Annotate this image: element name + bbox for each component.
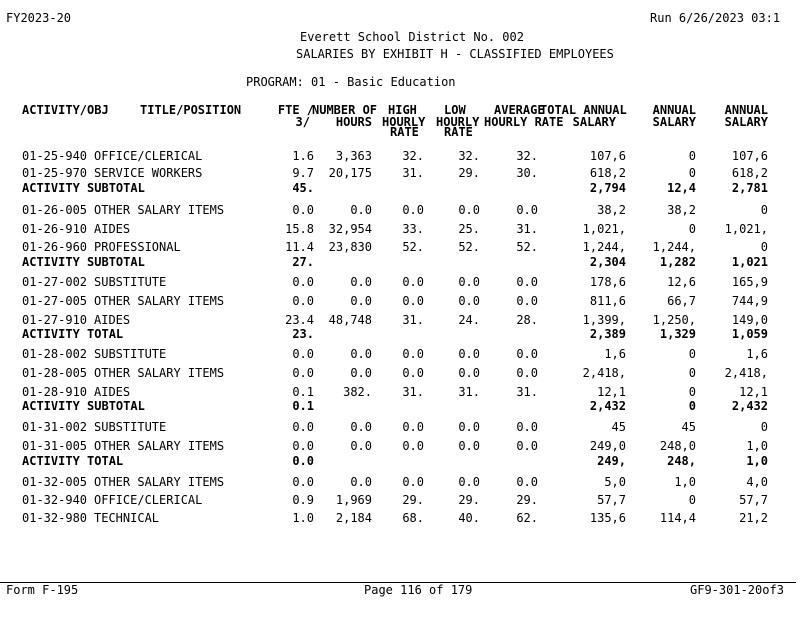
row-low-rate: 29. (458, 166, 480, 180)
row-fte: 1.6 (292, 149, 314, 163)
row-high-rate: 68. (402, 511, 424, 525)
row-title: SUBSTITUTE (94, 420, 167, 434)
row-avg-rate: 32. (516, 149, 538, 163)
row-total-salary: 1,021, (582, 222, 626, 236)
row-hours: 0.0 (350, 439, 372, 453)
row-code: 01-25-970 (22, 166, 88, 180)
row-high-rate: 0.0 (402, 275, 424, 289)
col-title-position: TITLE/POSITION (140, 103, 242, 117)
row-hours: 2,184 (335, 511, 372, 525)
district-name: Everett School District No. 002 (300, 30, 524, 44)
row-code: 01-31-002 (22, 420, 88, 434)
row-high-rate: 0.0 (402, 203, 424, 217)
row-code: 01-27-910 (22, 313, 88, 327)
col-activity: ACTIVITY/OBJ (22, 103, 109, 117)
row-total-salary: 1,244, (582, 240, 626, 254)
row-high-rate: 32. (402, 149, 424, 163)
row-annual-salary-1: 248, (667, 454, 696, 468)
row-total-salary: 2,389 (589, 327, 626, 341)
row-code: 01-26-960 (22, 240, 88, 254)
row-hours: 32,954 (328, 222, 372, 236)
row-avg-rate: 31. (516, 222, 538, 236)
row-hours: 0.0 (350, 294, 372, 308)
row-low-rate: 0.0 (458, 347, 480, 361)
row-annual-salary-1: 0 (688, 166, 696, 180)
row-title: OTHER SALARY ITEMS (94, 294, 225, 308)
row-avg-rate: 52. (516, 240, 538, 254)
row-low-rate: 29. (458, 493, 480, 507)
row-total-salary: 38,2 (597, 203, 626, 217)
row-title: AIDES (94, 385, 131, 399)
row-annual-salary-2: 21,2 (739, 511, 768, 525)
row-hours: 23,830 (328, 240, 372, 254)
row-avg-rate: 0.0 (516, 420, 538, 434)
row-total-salary: 2,794 (589, 181, 626, 195)
col-total-salary: TOTAL ANNUAL (540, 103, 627, 117)
row-fte: 0.0 (292, 203, 314, 217)
row-high-rate: 0.0 (402, 439, 424, 453)
fiscal-year: FY2023-20 (6, 11, 72, 25)
row-total-salary: 178,6 (589, 275, 626, 289)
row-total-salary: 811,6 (589, 294, 626, 308)
row-fte: 23. (292, 327, 314, 341)
row-total-salary: 5,0 (604, 475, 626, 489)
row-fte: 0.9 (292, 493, 314, 507)
col-number-hours-2: HOURS (335, 115, 372, 129)
row-total-salary: 2,418, (582, 366, 626, 380)
row-title: AIDES (94, 222, 131, 236)
row-hours: 48,748 (328, 313, 372, 327)
row-fte: 11.4 (285, 240, 314, 254)
row-title: SUBSTITUTE (94, 275, 167, 289)
row-high-rate: 52. (402, 240, 424, 254)
row-high-rate: 0.0 (402, 475, 424, 489)
row-code: 01-25-940 (22, 149, 88, 163)
row-annual-salary-1: 1,329 (659, 327, 696, 341)
row-total-salary: 2,304 (589, 255, 626, 269)
row-high-rate: 33. (402, 222, 424, 236)
row-avg-rate: 29. (516, 493, 538, 507)
row-fte: 23.4 (285, 313, 314, 327)
row-annual-salary-1: 66,7 (667, 294, 696, 308)
row-annual-salary-1: 114,4 (659, 511, 696, 525)
row-annual-salary-2: 0 (760, 240, 768, 254)
row-title: TECHNICAL (94, 511, 160, 525)
row-hours: 0.0 (350, 203, 372, 217)
row-code: ACTIVITY SUBTOTAL (22, 181, 145, 195)
row-code: 01-32-005 (22, 475, 88, 489)
row-annual-salary-2: 2,432 (731, 399, 768, 413)
row-annual-salary-1: 248,0 (659, 439, 696, 453)
row-fte: 0.0 (292, 347, 314, 361)
row-code: 01-32-980 (22, 511, 88, 525)
row-avg-rate: 30. (516, 166, 538, 180)
col-fte-note: 3/ (295, 115, 310, 129)
row-hours: 0.0 (350, 475, 372, 489)
row-annual-salary-1: 0 (688, 347, 696, 361)
row-annual-salary-2: 0 (760, 203, 768, 217)
row-annual-salary-1: 38,2 (667, 203, 696, 217)
row-code: 01-28-910 (22, 385, 88, 399)
row-title: SERVICE WORKERS (94, 166, 203, 180)
row-total-salary: 12,1 (597, 385, 626, 399)
row-annual-salary-2: 2,781 (731, 181, 768, 195)
row-high-rate: 31. (402, 313, 424, 327)
row-high-rate: 29. (402, 493, 424, 507)
row-high-rate: 31. (402, 166, 424, 180)
col-high-rate-3: RATE (390, 125, 419, 139)
row-annual-salary-2: 4,0 (746, 475, 768, 489)
row-total-salary: 45 (611, 420, 626, 434)
row-fte: 0.0 (292, 439, 314, 453)
row-annual-salary-1: 12,4 (667, 181, 696, 195)
row-annual-salary-1: 0 (688, 493, 696, 507)
row-low-rate: 0.0 (458, 439, 480, 453)
row-title: OFFICE/CLERICAL (94, 149, 203, 163)
row-code: 01-28-005 (22, 366, 88, 380)
row-avg-rate: 31. (516, 385, 538, 399)
row-code: 01-26-910 (22, 222, 88, 236)
row-total-salary: 1,399, (582, 313, 626, 327)
row-avg-rate: 0.0 (516, 203, 538, 217)
row-annual-salary-2: 149,0 (731, 313, 768, 327)
run-info: Run 6/26/2023 03:1 (650, 11, 781, 25)
row-title: OFFICE/CLERICAL (94, 493, 203, 507)
row-code: 01-27-002 (22, 275, 88, 289)
col-annual-salary-1b: SALARY (652, 115, 696, 129)
row-annual-salary-2: 57,7 (739, 493, 768, 507)
row-avg-rate: 62. (516, 511, 538, 525)
row-hours: 382. (343, 385, 372, 399)
row-annual-salary-2: 1,6 (746, 347, 768, 361)
row-total-salary: 1,6 (604, 347, 626, 361)
row-code: ACTIVITY SUBTOTAL (22, 399, 145, 413)
col-low-rate-3: RATE (444, 125, 473, 139)
row-low-rate: 52. (458, 240, 480, 254)
row-low-rate: 25. (458, 222, 480, 236)
row-fte: 0.0 (292, 366, 314, 380)
row-title: SUBSTITUTE (94, 347, 167, 361)
row-annual-salary-2: 12,1 (739, 385, 768, 399)
row-annual-salary-1: 1,244, (652, 240, 696, 254)
row-title: OTHER SALARY ITEMS (94, 366, 225, 380)
col-fte: FTE / (277, 103, 314, 117)
row-low-rate: 31. (458, 385, 480, 399)
row-low-rate: 0.0 (458, 203, 480, 217)
col-high-rate-2: HOURLY (382, 115, 426, 129)
row-low-rate: 0.0 (458, 275, 480, 289)
row-annual-salary-2: 1,021, (724, 222, 768, 236)
row-code: ACTIVITY TOTAL (22, 454, 124, 468)
row-hours: 0.0 (350, 275, 372, 289)
row-annual-salary-2: 2,418, (724, 366, 768, 380)
row-annual-salary-2: 1,021 (731, 255, 768, 269)
row-code: 01-26-005 (22, 203, 88, 217)
row-fte: 27. (292, 255, 314, 269)
row-hours: 20,175 (328, 166, 372, 180)
row-hours: 0.0 (350, 366, 372, 380)
row-annual-salary-1: 0 (688, 149, 696, 163)
row-fte: 1.0 (292, 511, 314, 525)
col-low-rate: LOW (444, 103, 466, 117)
row-code: 01-28-002 (22, 347, 88, 361)
row-fte: 9.7 (292, 166, 314, 180)
row-title: AIDES (94, 313, 131, 327)
col-low-rate-2: HOURLY (436, 115, 480, 129)
col-avg-rate: AVERAGE (494, 103, 545, 117)
row-fte: 45. (292, 181, 314, 195)
row-avg-rate: 0.0 (516, 366, 538, 380)
row-annual-salary-1: 0 (688, 366, 696, 380)
col-total-salary-2: SALARY (572, 115, 616, 129)
row-fte: 0.0 (292, 275, 314, 289)
row-avg-rate: 0.0 (516, 475, 538, 489)
row-total-salary: 618,2 (589, 166, 626, 180)
row-annual-salary-1: 0 (688, 222, 696, 236)
row-code: ACTIVITY SUBTOTAL (22, 255, 145, 269)
row-high-rate: 0.0 (402, 294, 424, 308)
row-annual-salary-2: 1,0 (746, 454, 768, 468)
program-label: PROGRAM: 01 - Basic Education (246, 75, 456, 89)
row-total-salary: 57,7 (597, 493, 626, 507)
row-avg-rate: 0.0 (516, 275, 538, 289)
row-high-rate: 31. (402, 385, 424, 399)
col-high-rate: HIGH (388, 103, 417, 117)
row-annual-salary-1: 0 (688, 385, 696, 399)
row-annual-salary-1: 1,250, (652, 313, 696, 327)
row-code: 01-31-005 (22, 439, 88, 453)
row-annual-salary-2: 1,059 (731, 327, 768, 341)
row-annual-salary-2: 0 (760, 420, 768, 434)
row-hours: 0.0 (350, 420, 372, 434)
row-low-rate: 0.0 (458, 294, 480, 308)
row-low-rate: 24. (458, 313, 480, 327)
row-title: OTHER SALARY ITEMS (94, 475, 225, 489)
col-annual-salary-2b: SALARY (724, 115, 768, 129)
row-fte: 0.1 (292, 399, 314, 413)
row-title: PROFESSIONAL (94, 240, 181, 254)
row-high-rate: 0.0 (402, 366, 424, 380)
col-avg-rate-2: HOURLY RATE (484, 115, 564, 129)
row-avg-rate: 0.0 (516, 347, 538, 361)
row-low-rate: 0.0 (458, 420, 480, 434)
row-total-salary: 249, (597, 454, 626, 468)
row-annual-salary-1: 0 (688, 399, 696, 413)
row-title: OTHER SALARY ITEMS (94, 439, 225, 453)
row-fte: 0.1 (292, 385, 314, 399)
report-code: GF9-301-20of3 (690, 583, 784, 597)
col-number-hours: NUMBER OF (312, 103, 378, 117)
row-fte: 15.8 (285, 222, 314, 236)
row-low-rate: 0.0 (458, 475, 480, 489)
row-high-rate: 0.0 (402, 420, 424, 434)
page-number: Page 116 of 179 (364, 583, 473, 597)
row-low-rate: 32. (458, 149, 480, 163)
row-avg-rate: 0.0 (516, 294, 538, 308)
row-total-salary: 135,6 (589, 511, 626, 525)
row-hours: 3,363 (335, 149, 372, 163)
row-annual-salary-1: 45 (681, 420, 696, 434)
col-annual-salary-1: ANNUAL (652, 103, 696, 117)
row-low-rate: 40. (458, 511, 480, 525)
report-title: SALARIES BY EXHIBIT H - CLASSIFIED EMPLOYEES (296, 47, 614, 61)
row-hours: 0.0 (350, 347, 372, 361)
row-annual-salary-2: 744,9 (731, 294, 768, 308)
row-annual-salary-1: 12,6 (667, 275, 696, 289)
row-low-rate: 0.0 (458, 366, 480, 380)
row-annual-salary-1: 1,0 (674, 475, 696, 489)
row-fte: 0.0 (292, 420, 314, 434)
row-code: 01-27-005 (22, 294, 88, 308)
row-annual-salary-2: 165,9 (731, 275, 768, 289)
row-code: 01-32-940 (22, 493, 88, 507)
row-annual-salary-2: 618,2 (731, 166, 768, 180)
col-annual-salary-2: ANNUAL (724, 103, 768, 117)
row-total-salary: 107,6 (589, 149, 626, 163)
row-high-rate: 0.0 (402, 347, 424, 361)
row-hours: 1,969 (335, 493, 372, 507)
row-fte: 0.0 (292, 294, 314, 308)
row-fte: 0.0 (292, 475, 314, 489)
row-total-salary: 249,0 (589, 439, 626, 453)
row-annual-salary-2: 107,6 (731, 149, 768, 163)
row-avg-rate: 0.0 (516, 439, 538, 453)
row-total-salary: 2,432 (589, 399, 626, 413)
row-title: OTHER SALARY ITEMS (94, 203, 225, 217)
row-avg-rate: 28. (516, 313, 538, 327)
form-number: Form F-195 (6, 583, 79, 597)
row-code: ACTIVITY TOTAL (22, 327, 124, 341)
row-annual-salary-2: 1,0 (746, 439, 768, 453)
row-annual-salary-1: 1,282 (659, 255, 696, 269)
row-fte: 0.0 (292, 454, 314, 468)
